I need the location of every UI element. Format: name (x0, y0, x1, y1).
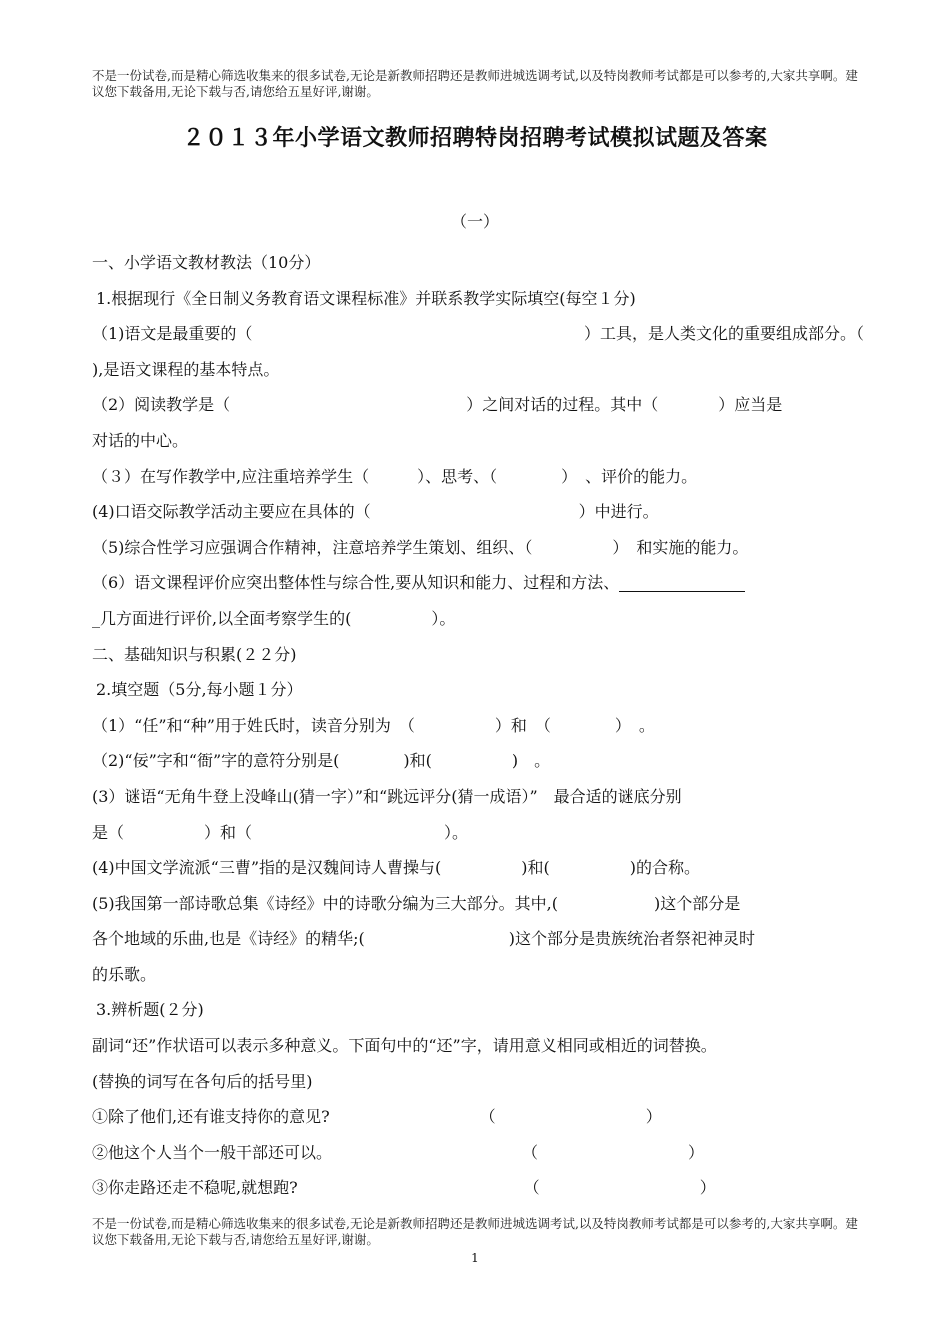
q1-6-blank (619, 573, 745, 592)
q1-1-cont: ),是语文课程的基本特点。 (92, 359, 280, 379)
q3-3-paren-close: ） (699, 1178, 716, 1198)
q1-1-line (92, 316, 864, 352)
q1-2-line (92, 387, 864, 423)
q3-3-text: ③你走路还走不稳呢,就想跑? (92, 1178, 298, 1198)
q1-2-cont: 对话的中心。 (92, 430, 189, 450)
q3-1-text: ①除了他们,还有谁支持你的意见? (92, 1107, 330, 1127)
q1-2-part-c: ）应当是 (718, 395, 783, 415)
q1-4: (4)口语交际教学活动主要应在具体的（ ）中进行。 (92, 502, 659, 522)
q2-5-end: 的乐歌。 (92, 964, 157, 984)
q1-2-part-b: ）之间对话的过程。其中（ (466, 395, 659, 415)
part1-heading: 一、小学语文教材教法（10分） (92, 253, 321, 272)
q1-1-part-b: ）工具，是人类文化的重要组成部分。（ (583, 324, 864, 344)
q2-4: (4)中国文学流派“三曹”指的是汉魏间诗人曹操与( )和( )的合称。 (92, 858, 700, 878)
q3-1-paren-open: （ (479, 1107, 496, 1127)
q3-2-text: ②他这个人当个一般干部还可以。 (92, 1142, 333, 1162)
q3-2-paren-close: ） (688, 1142, 705, 1162)
q1-title: 1.根据现行《全日制义务教育语文课程标准》并联系教学实际填空(每空１分) (96, 288, 636, 308)
q2-5-cont: 各个地域的乐曲,也是《诗经》的精华;( )这个部分是贵族统治者祭祀神灵时 (92, 929, 755, 949)
q2-5-line: (5)我国第一部诗歌总集《诗经》中的诗歌分编为三大部分。其中,( )这个部分是 (92, 893, 741, 913)
header-note: 不是一份试卷,而是精心筛选收集来的很多试卷,无论是新教师招聘还是教师进城选调考试,以及特岗教师考试都是可以参考的,大家共享啊。建议您下载备用,无论下载与否,请您给五星好评,谢谢。 (92, 68, 858, 99)
footer-note: 不是一份试卷,而是精心筛选收集来的很多试卷,无论是新教师招聘还是教师进城选调考试,以及特岗教师考试都是可以参考的,大家共享啊。建议您下载备用,无论下载与否,请您给五星好评,谢谢。 (92, 1216, 858, 1247)
q1-2-part-a: （2）阅读教学是（ (92, 395, 231, 415)
q3-2-paren-open: （ (522, 1142, 539, 1162)
q3-item-3 (92, 1170, 864, 1206)
q1-5: （5)综合性学习应强调合作精神，注意培养学生策划、组织、（ ） 和实施的能力。 (92, 537, 749, 557)
q2-2: （2)“佞”字和“衙”字的意符分别是( )和( ) 。 (92, 751, 551, 771)
q3-item-1 (92, 1099, 864, 1135)
page-title: ２０１３年小学语文教师招聘特岗招聘考试模拟试题及答案 (182, 126, 768, 151)
page-number: 1 (471, 1251, 479, 1265)
q1-6-line (92, 565, 864, 601)
q1-1-part-a: （1)语文是最重要的（ (92, 324, 253, 344)
q2-3-cont: 是（ ）和（ ）。 (92, 822, 469, 842)
q3-intro-cont: (替换的词写在各句后的括号里) (92, 1071, 313, 1091)
document-body (92, 245, 864, 1206)
q2-title: 2.填空题（5分,每小题１分） (96, 680, 303, 700)
q1-3: （３）在写作教学中,应注重培养学生（ ）、思考、（ ） 、评价的能力。 (92, 466, 698, 486)
part2-heading: 二、基础知识与积累(２２分) (92, 644, 297, 664)
q3-title: 3.辨析题(２分) (96, 1000, 204, 1020)
q1-6-part-a: （6）语文课程评价应突出整体性与综合性,要从知识和能力、过程和方法、 (92, 573, 620, 593)
q3-intro: 副词“还”作状语可以表示多种意义。下面句中的“还”字，请用意义相同或相近的词替换。 (92, 1036, 717, 1056)
q3-3-paren-open: （ (523, 1178, 540, 1198)
q1-6-cont: _几方面进行评价,以全面考察学生的( ）。 (92, 608, 456, 628)
q3-item-2 (92, 1135, 864, 1171)
section-label: （一） (450, 212, 499, 231)
q2-1: （1）“任”和“种”用于姓氏时，读音分别为 （ ）和 （ ） 。 (92, 715, 655, 735)
q3-1-paren-close: ） (645, 1107, 662, 1127)
q2-3-line: (3）谜语“无角牛登上没峰山(猜一字）”和“跳远评分(猜一成语）” 最合适的谜底分别 (92, 786, 682, 806)
